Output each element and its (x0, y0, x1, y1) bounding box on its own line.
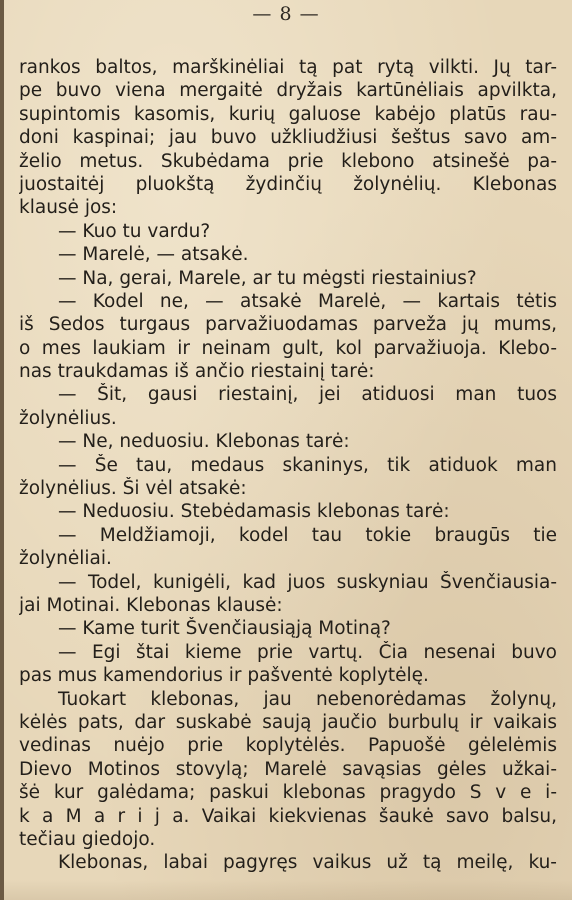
text-line: želio metus. Skubėdama prie klebono atsinešė pa- (19, 150, 557, 172)
text-line: žolynėliai. (19, 548, 112, 570)
text-line: klausė jos: (19, 197, 118, 219)
text-line: — Meldžiamoji, kodel tau tokie braugūs tie (58, 524, 557, 546)
text-line: — Še tau, medaus skaninys, tik atiduok man (58, 454, 557, 476)
page-binding-edge (0, 0, 4, 900)
text-line: k a M a r i j a. Vaikai kiekvienas šaukė savo balsu, (19, 805, 557, 827)
text-line: — Todel, kunigėli, kad juos suskyniau Švenčiausia- (58, 571, 557, 593)
text-line: Dievo Motinos stovylą; Marelė savąsias gėles užkai- (19, 758, 557, 780)
text-line: doni kaspinai; jau buvo užkliudžiusi šeštus savo am- (19, 127, 557, 149)
text-line: Tuokart klebonas, jau nebenorėdamas žolynų, (58, 688, 557, 710)
text-line: supintomis kasomis, kurių galuose kabėjo platūs rau- (19, 103, 557, 125)
text-line: žolynėlius. (19, 407, 117, 429)
body-text (19, 56, 557, 875)
text-line: kėlės pats, dar suskabė saują jaučio burbulų ir vaikais (19, 711, 557, 733)
text-line: — Marelė, — atsakė. (58, 244, 249, 266)
text-line: šė kur galėdama; paskui klebonas pragydo S v e i- (19, 782, 557, 804)
text-line: vedinas nuėjo prie koplytėlės. Papuošė gėlelėmis (19, 735, 557, 757)
text-line: iš Sedos turgaus parvažiuodamas parveža jų mums, (19, 314, 557, 336)
text-line: — Kame turit Švenčiausiąją Motiną? (58, 618, 391, 640)
text-line: jai Motinai. Klebonas klausė: (19, 594, 283, 616)
text-line: o mes laukiam ir neinam gult, kol parvažiuoja. Klebo- (19, 337, 557, 359)
text-line: — Neduosiu. Stebėdamasis klebonas tarė: (58, 501, 450, 523)
text-line: — Ne, neduosiu. Klebonas tarė: (58, 431, 350, 453)
text-line: tečiau giedojo. (19, 828, 156, 850)
text-line: žolynėlius. Ši vėl atsakė: (19, 478, 247, 500)
text-line: — Egi štai kieme prie vartų. Čia nesenai buvo (58, 641, 557, 663)
text-line: pas mus kamendorius ir pašventė koplytėlę. (19, 665, 429, 687)
text-line: — Kuo tu vardu? (58, 220, 211, 242)
paper-shading (0, 880, 572, 900)
text-line: pe buvo viena mergaitė dryžais kartūnėliais apvilkta, (19, 80, 557, 102)
text-line: — Šit, gausi riestainį, jei atiduosi man tuos (58, 384, 557, 406)
text-line: nas traukdamas iš ančio riestainį tarė: (19, 361, 375, 383)
text-line: juostaitėj pluokštą žydinčių žolynėlių. Klebonas (19, 173, 557, 195)
page-number: — 8 — (252, 3, 320, 25)
text-line: rankos baltos, marškinėliai tą pat rytą vilkti. Jų tar- (19, 57, 557, 78)
text-line: Klebonas, labai pagyręs vaikus už tą meilę, ku- (58, 852, 557, 874)
text-line: — Na, gerai, Marele, ar tu mėgsti riestainius? (58, 267, 477, 289)
text-line: — Kodel ne, — atsakė Marelė, — kartais tėtis (58, 290, 557, 312)
